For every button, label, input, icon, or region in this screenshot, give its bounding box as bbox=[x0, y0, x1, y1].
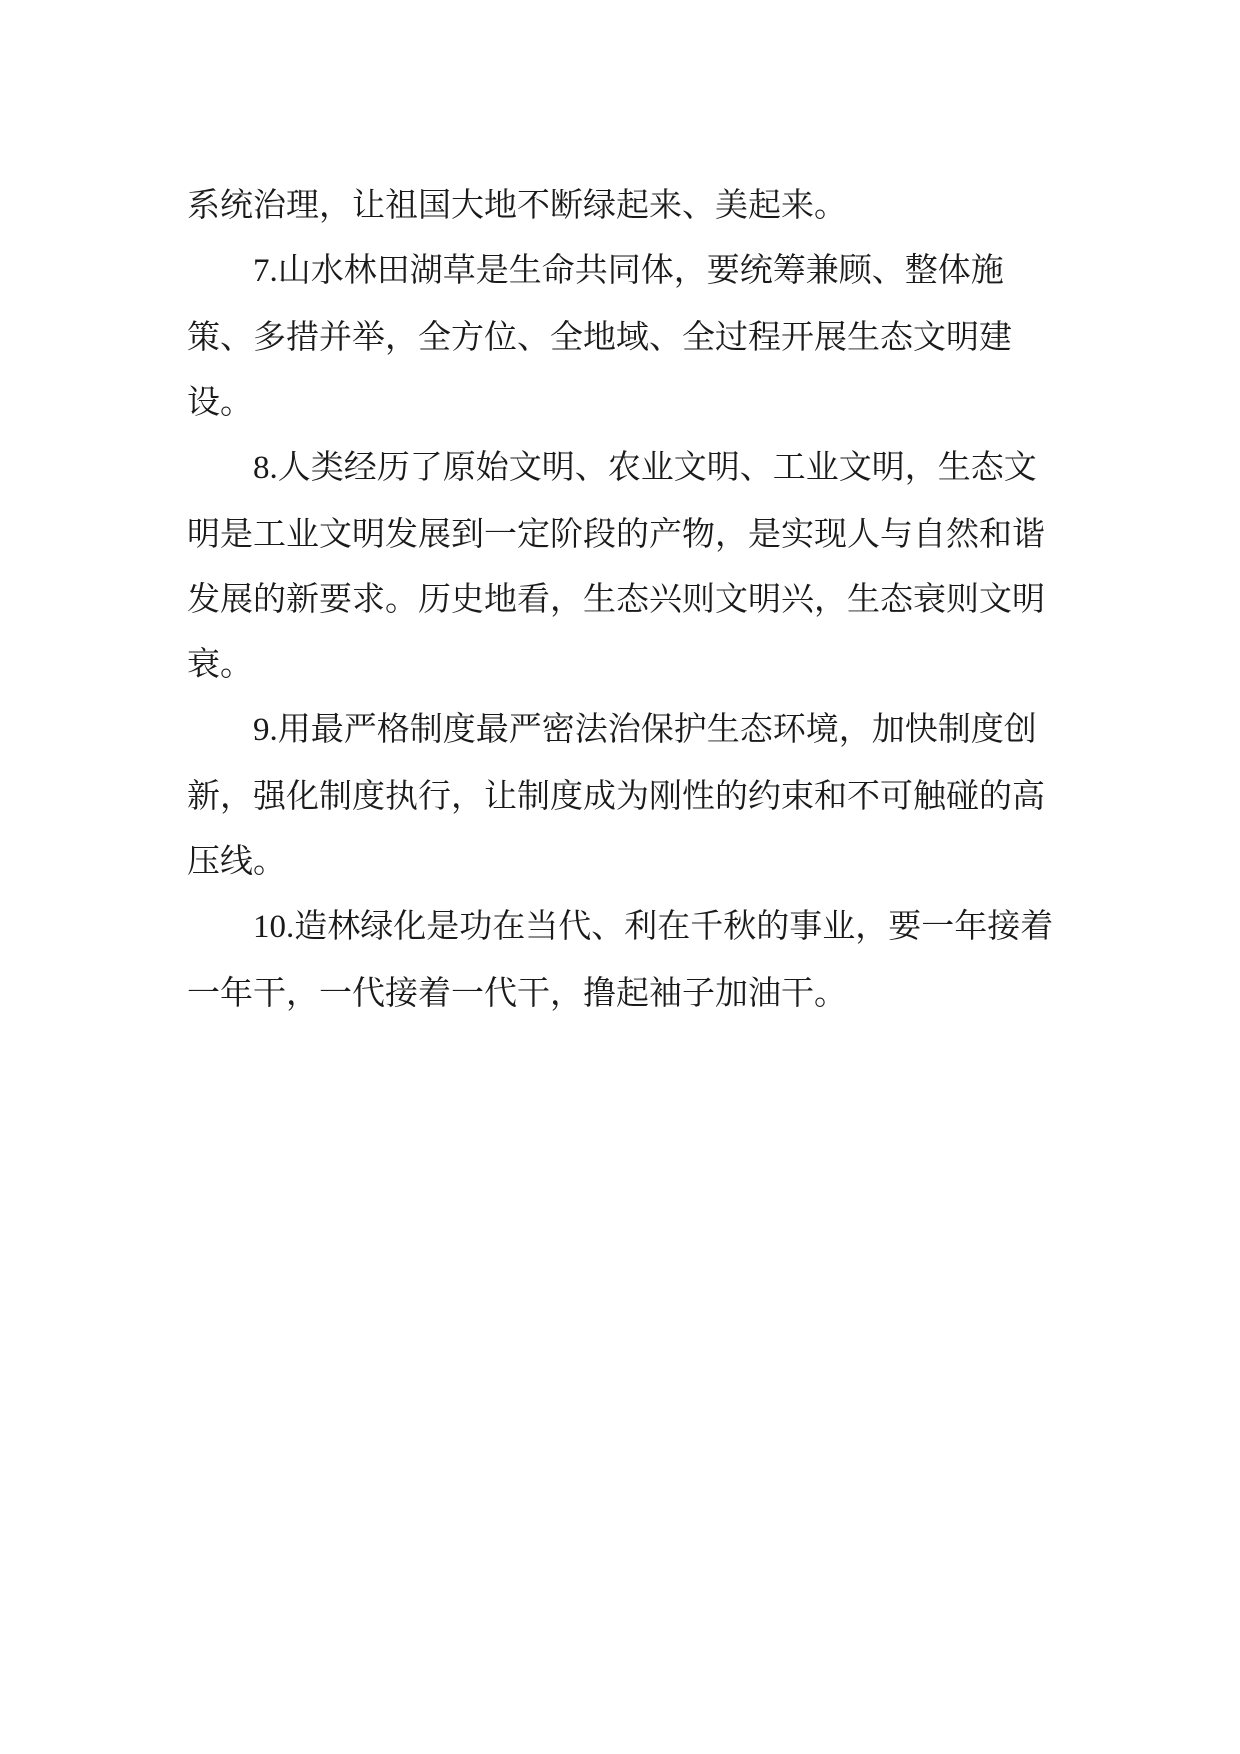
paragraph-number: 7. bbox=[253, 253, 278, 289]
paragraph-number: 10. bbox=[253, 909, 295, 945]
paragraph-number: 9. bbox=[253, 712, 278, 748]
document-body bbox=[187, 172, 1067, 1025]
paragraph-text: 用最严格制度最严密法治保护生态环境，加快制度创新，强化制度执行，让制度成为刚性的约束和不可触碰的高压线。 bbox=[187, 709, 1045, 880]
paragraph-number: 8. bbox=[253, 450, 278, 486]
paragraph-text: 人类经历了原始文明、农业文明、工业文明，生态文明是工业文明发展到一定阶段的产物，是实现人与自然和谐发展的新要求。历史地看，生态兴则文明兴，生态衰则文明衰。 bbox=[187, 447, 1045, 683]
paragraph-text: 造林绿化是功在当代、利在千秋的事业，要一年接着一年干，一代接着一代干，撸起袖子加油干。 bbox=[187, 906, 1054, 1012]
paragraph-item-8 bbox=[187, 434, 1067, 696]
paragraph-item-10 bbox=[187, 893, 1067, 1025]
paragraph-item-7 bbox=[187, 237, 1067, 434]
paragraph-text: 系统治理，让祖国大地不断绿起来、美起来。 bbox=[187, 185, 847, 224]
paragraph-item-9 bbox=[187, 696, 1067, 893]
paragraph-continuation bbox=[187, 172, 1067, 237]
paragraph-text: 山水林田湖草是生命共同体，要统筹兼顾、整体施策、多措并举，全方位、全地域、全过程开展生态文明建设。 bbox=[187, 250, 1012, 421]
